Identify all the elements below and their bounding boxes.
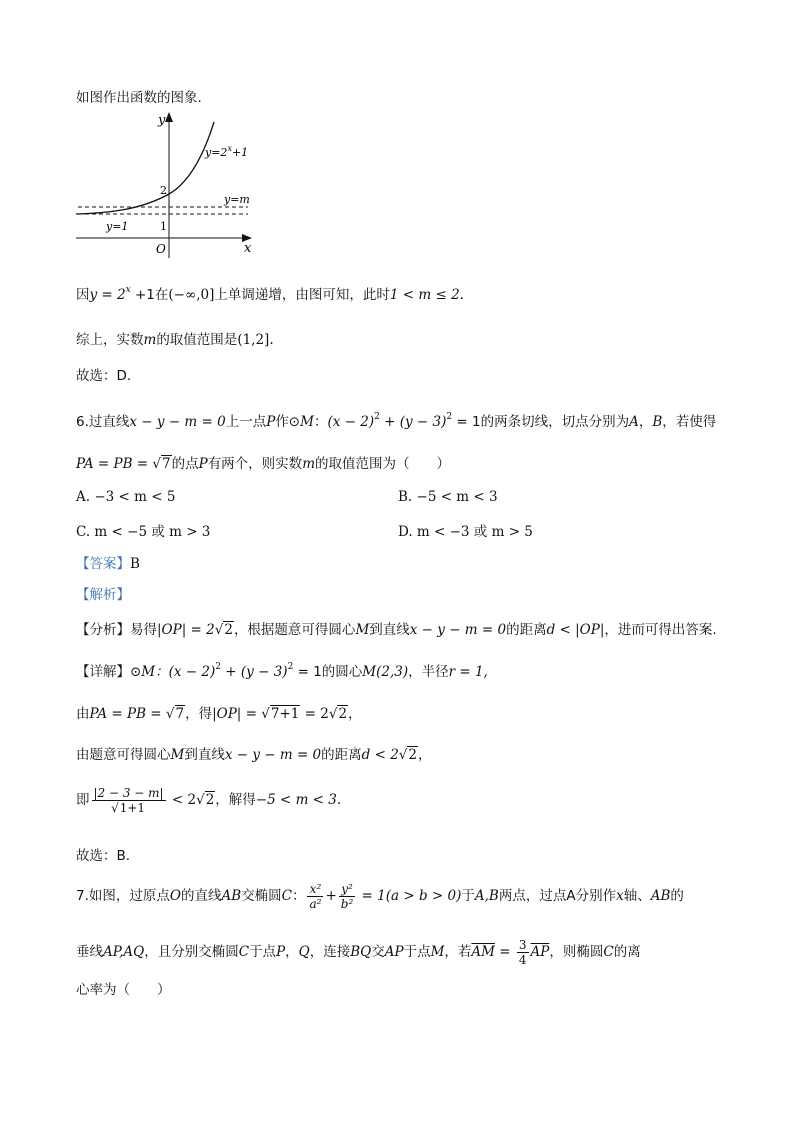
detail-line3: 由题意可得圆心M到直线x − y − m = 0的距离d < 2√2，: [76, 747, 432, 763]
analysis-tag: 【解析】: [76, 587, 130, 603]
origin-label: O: [156, 242, 166, 256]
detail-line2: 由PA = PB = √7，得|OP| = √7+1 = 2√2，: [76, 706, 362, 722]
q6-option-c: C. m < −5 或 m > 3: [76, 524, 211, 540]
q7-stem-line1: 7.如图，过原点O的直线AB交椭圆C： $\frac{\text{x²}}{\text{a²}}$ + $\frac{\text{y²}}{\text{b²}}$ = 1(a > b > 0)于A,B两点，过点A分别作x轴、AB的: [76, 882, 684, 911]
analysis-summary: 【分析】易得|OP| = 2√2，根据题意可得圆心M到直线x − y − m = 0的距离d < |OP|，进而可得出答案.: [76, 622, 717, 638]
line-1-label: y=1: [106, 220, 129, 233]
q6-option-d: D. m < −3 或 m > 5: [398, 524, 533, 540]
detail-line4: 即 $\frac{|2 - 3 - m|}{√1+1}$ < 2√2，解得−5 < m < 3.: [76, 786, 342, 815]
y-axis-label: y: [158, 113, 166, 128]
y-axis-arrow: [165, 112, 173, 122]
q6-stem-line1: 6.过直线x − y − m = 0上一点P作⊙M：$(x - 2)^2 + (y - 3)^2 = 1$的两条切线，切点分别为A，B，若使得: [76, 412, 717, 430]
choice-b-text: 故选：B.: [76, 848, 131, 864]
line-m-label: y=m: [224, 193, 250, 206]
detail-line1: 【详解】⊙M：$(x - 2)^2 + (y - 3)^2 = 1$的圆心M(2,3)，半径r = 1,: [76, 662, 488, 680]
answer-tag: 【答案】: [76, 556, 130, 572]
choice-d-text: 故选：D.: [76, 368, 132, 384]
y-fraction: $\frac{\text{y²}}{\text{b²}}$: [340, 882, 354, 911]
x-axis-label: x: [244, 241, 252, 256]
tick-1-label: 1: [160, 220, 167, 233]
tick-2-label: 2: [160, 184, 167, 197]
intro-text: 如图作出函数的图象.: [76, 90, 202, 106]
curve-label: $y=2^x+1$: [205, 144, 249, 159]
distance-fraction: $\frac{|2 - 3 - m|}{√1+1}$: [93, 786, 164, 815]
ratio-fraction: $\frac{3}{4}$: [518, 938, 527, 967]
q7-stem-line3: 心率为（ ）: [76, 982, 171, 998]
paragraph-summary: 综上，实数m的取值范围是(1,2].: [76, 332, 274, 348]
answer-row: [76, 552, 140, 572]
q7-stem-line2: 垂线AP,AQ，且分别交椭圆C于点P，Q，连接BQ交AP于点M，若$\overline{AM}$ = $\frac{3}{4}$ $\overline{AP}$，则椭圆C的离: [76, 938, 641, 967]
q6-option-a: A. −3 < m < 5: [76, 489, 176, 505]
function-graph: [72, 110, 262, 260]
x-fraction: $\frac{\text{x²}}{\text{a²}}$: [309, 882, 322, 911]
paragraph-monotonic: 因$y = 2^x +1$在(−∞,0]上单调递增，由图可知，此时1 < m ≤ 2.: [76, 285, 464, 303]
answer-value: B: [130, 556, 140, 572]
curve-2x-plus-1: [76, 122, 214, 214]
q6-option-b: B. −5 < m < 3: [398, 489, 498, 505]
q6-stem-line2: PA = PB = √7的点P有两个，则实数m的取值范围为（ ）: [76, 456, 450, 472]
